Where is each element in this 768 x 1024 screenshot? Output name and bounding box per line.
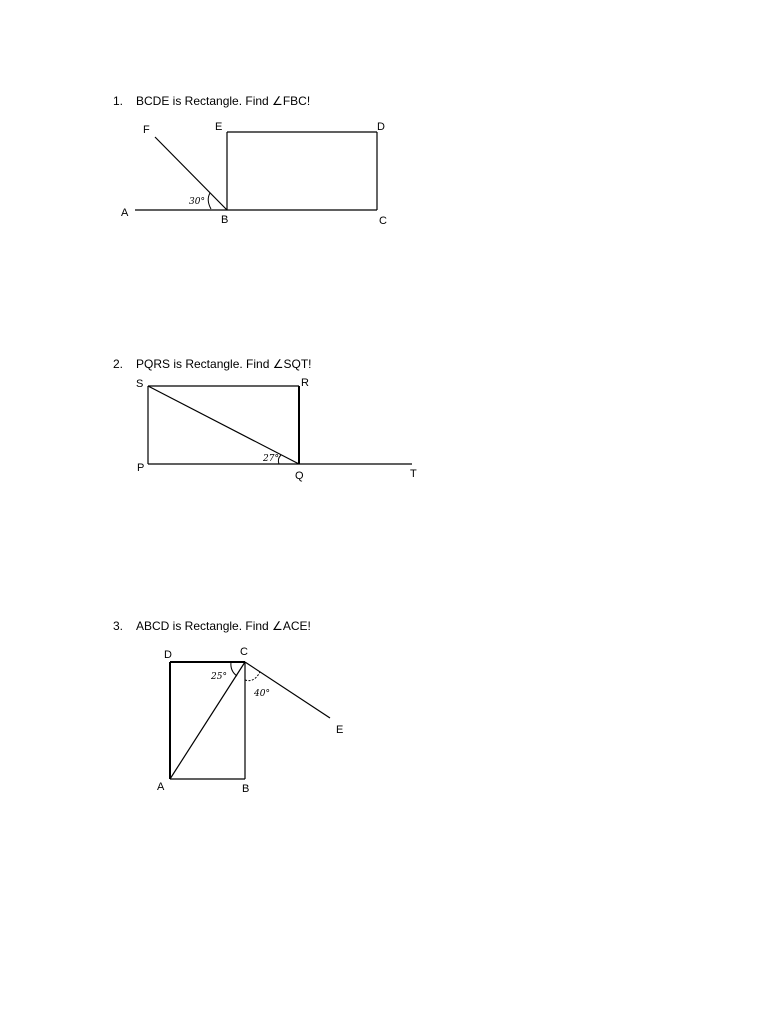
label-f: F — [143, 124, 150, 136]
angle-label-27: 27° — [263, 454, 279, 464]
label-e: E — [215, 121, 223, 133]
angle-arc-dca — [231, 662, 237, 676]
angle-label-25: 25° — [211, 672, 227, 682]
problem-3-text: ABCD is Rectangle. Find ∠ACE! — [136, 619, 311, 633]
label-b: B — [221, 214, 229, 226]
label-d: D — [377, 121, 385, 133]
label-e: E — [336, 724, 344, 736]
angle-label-40: 40° — [254, 689, 270, 699]
label-p: P — [137, 462, 145, 474]
line-ac — [170, 662, 245, 779]
problem-2-number: 2. — [113, 357, 124, 371]
label-q: Q — [295, 470, 304, 482]
label-c: C — [240, 646, 248, 658]
problem-2-text: PQRS is Rectangle. Find ∠SQT! — [136, 357, 312, 371]
angle-arc-bce — [245, 672, 260, 681]
label-s: S — [136, 378, 144, 390]
label-b: B — [242, 783, 250, 795]
label-a: A — [157, 781, 165, 793]
problem-1-text: BCDE is Rectangle. Find ∠FBC! — [136, 94, 311, 108]
label-a: A — [121, 207, 129, 219]
angle-label-30: 30° — [189, 197, 205, 207]
label-r: R — [301, 377, 309, 389]
label-d: D — [164, 649, 172, 661]
problem-1-number: 1. — [113, 94, 124, 108]
label-t: T — [410, 468, 417, 480]
problem-3-number: 3. — [113, 619, 124, 633]
label-c: C — [379, 215, 387, 227]
